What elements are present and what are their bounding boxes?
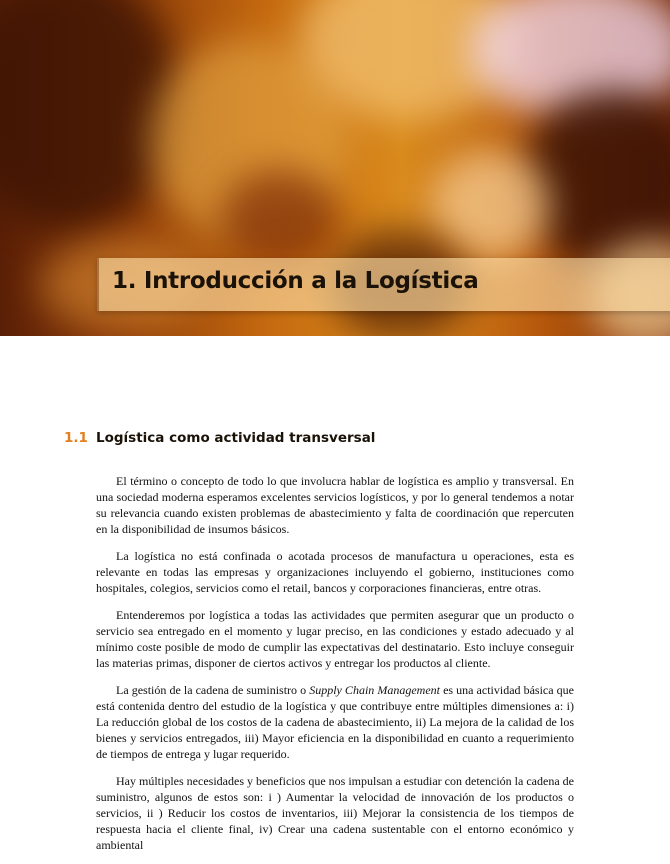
- paragraph-4: [96, 682, 574, 762]
- section-number: 1.1: [64, 430, 88, 446]
- chapter-title: 1. Introducción a la Logística: [112, 268, 479, 294]
- section-heading: [64, 430, 375, 446]
- paragraph-2: La logística no está confinada o acotada procesos de manufactura u operaciones, esta es relevante en todas las empresas y organizaciones incluyendo el gobierno, instituciones como hospitales, colegios, servicios como el retail, bancos y corporaciones financieras, entre otras.: [96, 549, 574, 595]
- paragraph-3: Entenderemos por logística a todas las actividades que permiten asegurar que un producto o servicio sea entregado en el momento y lugar preciso, en las condiciones y estado adecuado y al mínimo coste posible de modo de cumplir las expectativas del destinatario. Esto incluye conseguir las materias primas, disponer de ciertos activos y entregar los productos al cliente.: [96, 608, 574, 670]
- paragraph-5: Hay múltiples necesidades y beneficios que nos impulsan a estudiar con detención la cadena de suministro, algunos de estos son: i ) Aumentar la velocidad de innovación de los productos o servicios, ii ) Reducir los costos de inventarios, iii) Mejorar la consistencia de los tiempos de respuesta hacia el cliente final, iv) Crear una cadena sustentable con el entorno económico y ambiental: [96, 774, 574, 852]
- body-text: [96, 473, 574, 864]
- paragraph-4-text-start: La gestión de la cadena de suministro o: [116, 683, 310, 697]
- paragraph-1: El término o concepto de todo lo que involucra hablar de logística es amplio y transversal. En una sociedad moderna esperamos excelentes servicios logísticos, y por lo general tendemos a notar su relevancia cuando existen problemas de abastecimiento y falta de coordinación que repercuten en la disponibilidad de insumos básicos.: [96, 474, 574, 536]
- supply-chain-management-term: Supply Chain Management: [309, 683, 440, 697]
- paragraph-4-text-end: es una actividad básica que está contenida dentro del estudio de la logística y que contribuye entre múltiples dimensiones a: i) La reducción global de los costos de la cadena de abastecimiento, ii) La mejora de la calidad de los bienes y servicios entregados, iii) Mayor eficiencia en la disponibilidad en cuanto a requerimiento de tiempos de entrega y lugar requerido.: [96, 683, 574, 761]
- section-title: Logística como actividad transversal: [96, 430, 376, 446]
